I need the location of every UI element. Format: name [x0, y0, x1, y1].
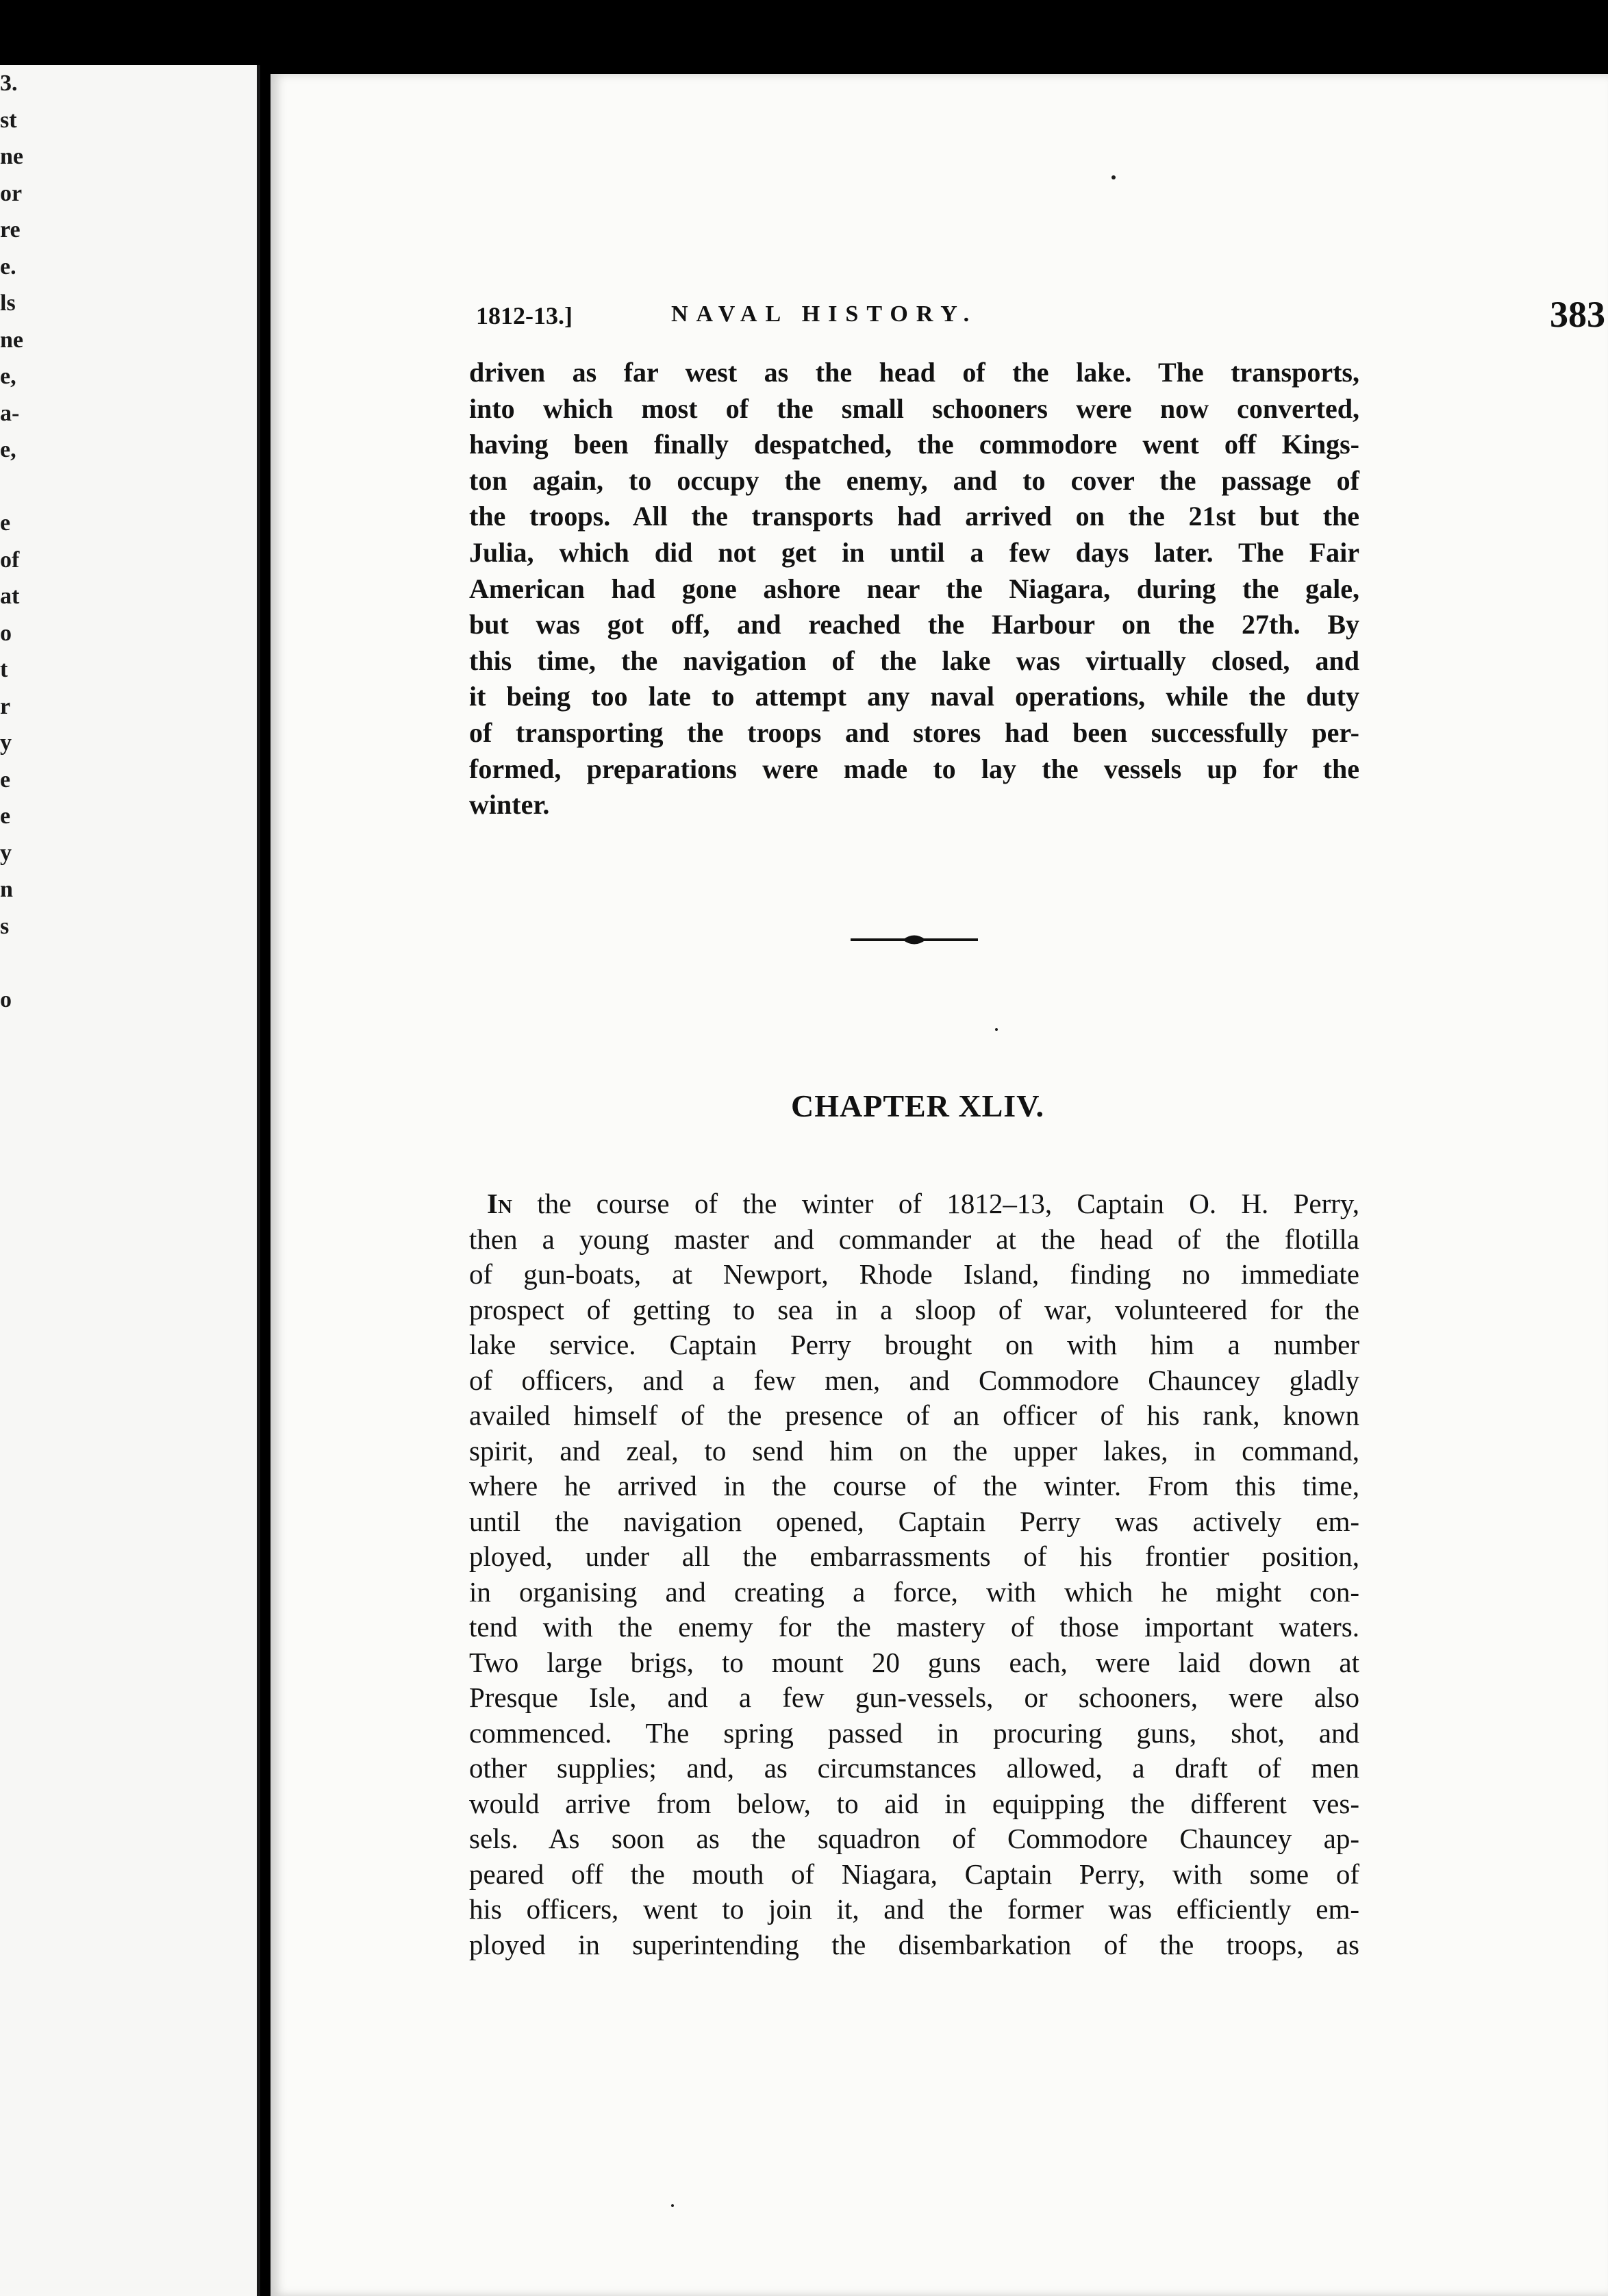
continuation-paragraph: [469, 355, 1359, 823]
text-line: Two large brigs, to mount 20 guns each, were laid down at: [469, 1646, 1359, 1678]
previous-page-fragment: o: [0, 620, 12, 646]
paper-speck: [995, 1028, 998, 1031]
previous-page-fragment: y: [0, 840, 12, 866]
previous-page-fragment: ne: [0, 144, 23, 169]
text-line: would arrive from below, to aid in equipping the different ves-: [469, 1787, 1359, 1819]
text-line: until the navigation opened, Captain Perry was actively em-: [469, 1505, 1359, 1537]
first-line-text: the course of the winter of 1812–13, Captain O. H. Perry,: [512, 1188, 1359, 1219]
text-line: of gun-boats, at Newport, Rhode Island, finding no immediate: [469, 1258, 1359, 1290]
previous-page-fragment: [0, 469, 41, 506]
text-line: prospect of getting to sea in a sloop of war, volunteered for the: [469, 1293, 1359, 1325]
text-line: other supplies; and, as circumstances allowed, a draft of men: [469, 1752, 1359, 1784]
header-years: 1812-13.]: [476, 302, 573, 329]
previous-page-fragment: [0, 945, 41, 982]
previous-page-edge: [0, 65, 260, 2296]
paper-speck: [671, 2204, 674, 2207]
running-header: [476, 293, 1608, 337]
text-line: availed himself of the presence of an officer of his rank, known: [469, 1399, 1359, 1431]
text-line: peared off the mouth of Niagara, Captain Perry, with some of: [469, 1858, 1359, 1890]
text-line: his officers, went to join it, and the former was efficiently em-: [469, 1893, 1359, 1925]
previous-page-fragment: re: [0, 217, 21, 242]
previous-page-fragment: ne: [0, 327, 23, 353]
text-line: commenced. The spring passed in procuring guns, shot, and: [469, 1717, 1359, 1749]
text-line: winter.: [469, 789, 550, 821]
text-line: lake service. Captain Perry brought on with him a number: [469, 1329, 1359, 1360]
text-line: spirit, and zeal, to send him on the upper lakes, in command,: [469, 1434, 1359, 1467]
previous-page-fragment: a-: [0, 400, 20, 426]
previous-page-fragment: st: [0, 107, 17, 133]
text-line: driven as far west as the head of the lake. The transports,: [469, 357, 1359, 388]
previous-page-fragment: s: [0, 913, 10, 939]
previous-page-fragment: n: [0, 877, 13, 902]
previous-page-fragment: e,: [0, 364, 16, 389]
chapter-paragraph: [469, 1186, 1359, 1962]
chapter-first-line: [469, 1186, 1359, 1222]
chapter-heading: CHAPTER XLIV.: [791, 1088, 1044, 1123]
text-line: it being too late to attempt any naval operations, while the duty: [469, 681, 1359, 712]
text-line: of officers, and a few men, and Commodore Chauncey gladly: [469, 1364, 1359, 1396]
text-line: ployed, under all the embarrassments of his frontier position,: [469, 1540, 1359, 1572]
paper-speck: [1111, 175, 1116, 179]
previous-page-fragment: e: [0, 803, 11, 829]
text-line: in organising and creating a force, with which he might con-: [469, 1575, 1359, 1608]
previous-page-fragment: e,: [0, 437, 16, 462]
text-line: Julia, which did not get in until a few days later. The Fair: [469, 536, 1359, 568]
previous-page-fragment: r: [0, 693, 11, 719]
previous-page-fragment: or: [0, 180, 23, 206]
book-page: [271, 74, 1608, 2296]
page-number: 383: [1550, 294, 1605, 335]
previous-page-fragment: e.: [0, 253, 16, 279]
previous-page-fragment: o: [0, 986, 12, 1012]
previous-page-fragment: e: [0, 766, 11, 793]
text-line: into which most of the small schooners were now converted,: [469, 392, 1359, 424]
text-line: American had gone ashore near the Niagara, during the gale,: [469, 573, 1359, 604]
text-line: ton again, to occupy the enemy, and to cover the passage of: [469, 464, 1359, 496]
text-line: Presque Isle, and a few gun-vessels, or schooners, were also: [469, 1682, 1359, 1713]
previous-page-text-fragments: [0, 65, 41, 1018]
text-line: ployed in superintending the disembarkation of the troops, as: [469, 1928, 1359, 1960]
previous-page-fragment: ls: [0, 290, 16, 316]
drop-word: In: [487, 1188, 512, 1219]
previous-page-fragment: of: [0, 547, 20, 573]
text-line: this time, the navigation of the lake was virtually closed, and: [469, 645, 1359, 676]
text-line: of transporting the troops and stores had been successfully per-: [469, 716, 1359, 748]
text-line: sels. As soon as the squadron of Commodore Chauncey ap-: [469, 1823, 1359, 1854]
text-line: formed, preparations were made to lay the vessels up for the: [469, 753, 1359, 784]
text-line: then a young master and commander at the head of the flotilla: [469, 1223, 1359, 1255]
text-line: where he arrived in the course of the winter. From this time,: [469, 1470, 1359, 1501]
previous-page-fragment: y: [0, 730, 12, 756]
previous-page-fragment: e: [0, 510, 11, 536]
text-line: having been finally despatched, the commodore went off Kings-: [469, 429, 1359, 460]
previous-page-fragment: t: [0, 657, 8, 682]
section-divider-ornament: [849, 929, 979, 950]
text-line: but was got off, and reached the Harbour on the 27th. By: [469, 609, 1359, 640]
text-line: the troops. All the transports had arrived on the 21st but the: [469, 501, 1359, 532]
previous-page-fragment: at: [0, 584, 20, 609]
previous-page-fragment: 3.: [0, 71, 18, 96]
text-line: tend with the enemy for the mastery of those important waters.: [469, 1611, 1359, 1643]
header-title: NAVAL HISTORY.: [671, 301, 978, 327]
